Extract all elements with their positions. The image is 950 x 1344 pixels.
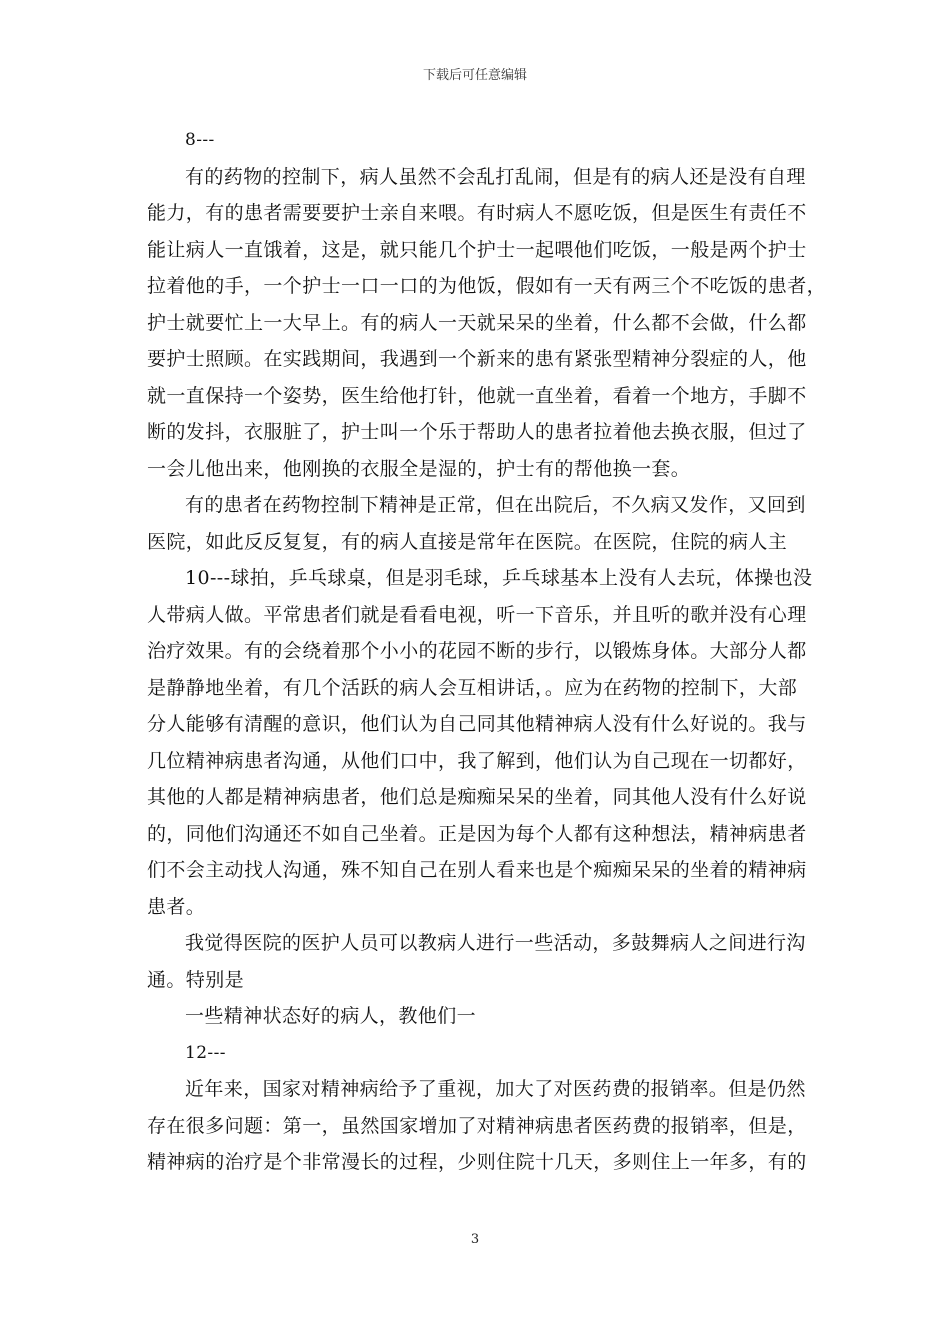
body-line: 10---球拍，乒乓球桌，但是羽毛球，乒乓球基本上没有人去玩，体操也没 [185, 567, 813, 589]
body-line: 拉着他的手，一个护士一口一口的为他饭，假如有一天有两三个不吃饭的患者， [147, 275, 827, 297]
body-line: 我觉得医院的医护人员可以教病人进行一些活动，多鼓舞病人之间进行沟 [185, 932, 806, 954]
body-line: 就一直保持一个姿势，医生给他打针，他就一直坐着，看着一个地方，手脚不 [147, 384, 807, 407]
body-line: 治疗效果。有的会绕着那个小小的花园不断的步行，以锻炼身体。大部分人都 [147, 640, 807, 662]
body-line: 有的药物的控制下，病人虽然不会乱打乱闹，但是有的病人还是没有自理 [185, 165, 806, 188]
body-line: 存在很多问题：第一，虽然国家增加了对精神病患者医药费的报销率，但是， [147, 1114, 807, 1137]
page-header: 下载后可任意编辑 [422, 68, 527, 83]
body-line: 患者。 [147, 895, 206, 918]
body-line: 能让病人一直饿着，这是，就只能几个护士一起喂他们吃饭，一般是两个护士 [147, 238, 807, 261]
body-line: 能力，有的患者需要要护士亲自来喂。有时病人不愿吃饭，但是医生有责任不 [147, 202, 807, 224]
body-line: 精神病的治疗是个非常漫长的过程，少则住院十几天，多则住上一年多，有的 [147, 1151, 807, 1173]
body-line: 其他的人都是精神病患者，他们总是痴痴呆呆的坐着，同其他人没有什么好说 [147, 786, 807, 808]
body-line: 护士就要忙上一大早上。有的病人一天就呆呆的坐着，什么都不会做，什么都 [147, 311, 807, 334]
body-line: 要护士照顾。在实践期间，我遇到一个新来的患有紧张型精神分裂症的人，他 [147, 348, 807, 370]
body-line: 几位精神病患者沟通，从他们口中，我了解到，他们认为自己现在一切都好， [147, 749, 807, 772]
body-line: 们不会主动找人沟通，殊不知自己在别人看来也是个痴痴呆呆的坐着的精神病 [147, 859, 807, 881]
document-body [147, 122, 827, 1181]
page-number: 3 [470, 1232, 480, 1247]
section-marker-12: 12--- [185, 1042, 226, 1063]
body-line: 一些精神状态好的病人，教他们一 [185, 1005, 477, 1027]
body-line: 是静静地坐着，有几个活跃的病人会互相讲话，。应为在药物的控制下，大部 [147, 676, 798, 699]
body-line: 人带病人做。平常患者们就是看看电视，听一下音乐，并且听的歌并没有心理 [147, 603, 807, 626]
body-line: 分人能够有清醒的意识，他们认为自己同其他精神病人没有什么好说的。我与 [147, 713, 807, 735]
body-line: 通。特别是 [147, 968, 245, 991]
body-line: 近年来，国家对精神病给予了重视，加大了对医药费的报销率。但是仍然 [185, 1078, 806, 1100]
body-line: 有的患者在药物控制下精神是正常，但在出院后，不久病又发作，又回到 [185, 494, 806, 516]
body-line: 医院，如此反反复复，有的病人直接是常年在医院。在医院，住院的病人主 [147, 530, 788, 553]
body-line: 一会儿他出来，他刚换的衣服全是湿的，护士有的帮他换一套。 [147, 457, 691, 480]
section-marker-8: 8--- [185, 130, 215, 150]
body-line: 断的发抖，衣服脏了，护士叫一个乐于帮助人的患者拉着他去换衣服，但过了 [147, 421, 807, 443]
body-line: 的，同他们沟通还不如自己坐着。正是因为每个人都有这种想法，精神病患者 [147, 822, 807, 845]
